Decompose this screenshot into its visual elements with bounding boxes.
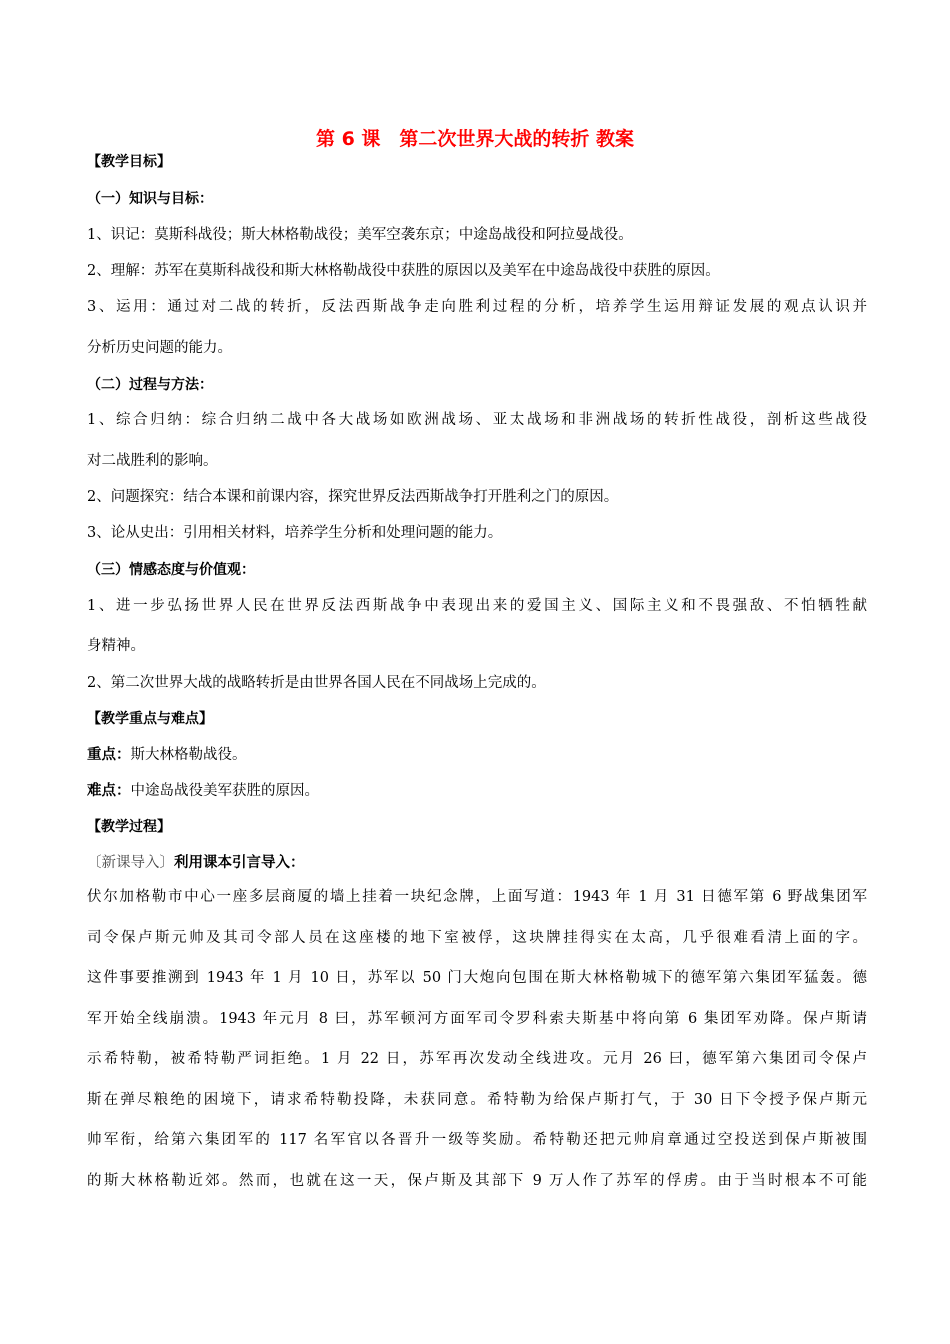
- teaching-goals-heading: 【教学目标】: [87, 154, 171, 170]
- process-item-1-line-1: 1、综合归纳：综合归纳二战中各大战场如欧洲战场、亚太战场和非洲战场的转折性战役，剖析这些战役: [87, 412, 867, 428]
- difficult-point-label: 难点：: [87, 783, 131, 799]
- knowledge-item-2: 2、理解：苏军在莫斯科战役和斯大林格勒战役中获胜的原因以及美军在中途岛战役中获胜的原因。: [87, 263, 720, 279]
- process-method-heading: （二）过程与方法：: [87, 377, 213, 393]
- knowledge-item-3-line-1: 3、运用：通过对二战的转折，反法西斯战争走向胜利过程的分析，培养学生运用辩证发展的观点认识并: [87, 299, 867, 315]
- story-line-8: 的斯大林格勒近郊。然而，也就在这一天，保卢斯及其部下 9 万人作了苏军的俘虏。由于当时根本不可能: [87, 1173, 867, 1189]
- key-difficulty-heading: 【教学重点与难点】: [87, 711, 213, 727]
- emotion-heading: （三）情感态度与价值观：: [87, 562, 255, 578]
- knowledge-item-1: 1、识记：莫斯科战役；斯大林格勒战役；美军空袭东京；中途岛战役和阿拉曼战役。: [87, 227, 633, 243]
- story-line-5: 示希特勒，被希特勒严词拒绝。1 月 22 日，苏军再次发动全线进攻。元月 26 曰，德军第六集团司令保卢: [87, 1051, 867, 1067]
- intro-method: 利用课本引言导入：: [174, 855, 305, 871]
- knowledge-heading: （一）知识与目标：: [87, 191, 213, 207]
- page-title: 第 6 课 第二次世界大战的转折 教案: [315, 128, 635, 150]
- story-line-7: 帅军衔，给第六集团军的 117 名军官以各晋升一级等奖励。希特勒还把元帅肩章通过空投送到保卢斯被围: [87, 1132, 867, 1148]
- story-line-1: 伏尔加格勒市中心一座多层商厦的墙上挂着一块纪念牌，上面写道：1943 年 1 月 31 日德军第 6 野战集团军: [87, 889, 867, 905]
- story-line-6: 斯在弹尽粮绝的困境下，请求希特勒投降，未获同意。希特勒为给保卢斯打气，于 30 日下令授予保卢斯元: [87, 1092, 867, 1108]
- story-line-3: 这件事要推溯到 1943 年 1 月 10 日，苏军以 50 门大炮向包围在斯大林格勒城下的德军第六集团军猛轰。德: [87, 970, 867, 986]
- story-line-2: 司令保卢斯元帅及其司令部人员在这座楼的地下室被俘，这块牌挂得实在太高，几乎很难看清上面的字。: [87, 930, 867, 946]
- process-item-1-line-2: 对二战胜利的影响。: [87, 453, 218, 469]
- emotion-item-1-line-1: 1、进一步弘扬世界人民在世界反法西斯战争中表现出来的爱国主义、国际主义和不畏强敌、不怕牺牲献: [87, 598, 867, 614]
- emotion-item-2: 2、第二次世界大战的战略转折是由世界各国人民在不同战场上完成的。: [87, 675, 546, 691]
- difficult-point: [87, 781, 867, 801]
- intro-line: [87, 853, 867, 873]
- teaching-process-heading: 【教学过程】: [87, 819, 171, 835]
- key-point-text: 斯大林格勒战役。: [130, 747, 247, 763]
- emotion-item-1-line-2: 身精神。: [87, 638, 145, 654]
- key-point: [87, 745, 867, 765]
- difficult-point-text: 中途岛战役美军获胜的原因。: [130, 783, 319, 799]
- process-item-2: 2、问题探究：结合本课和前课内容，探究世界反法西斯战争打开胜利之门的原因。: [87, 489, 619, 505]
- story-line-4: 军开始全线崩溃。1943 年元月 8 曰，苏军顿河方面军司令罗科索夫斯基中将向第 6 集团军劝降。保卢斯请: [87, 1011, 867, 1027]
- key-point-label: 重点：: [87, 747, 131, 763]
- intro-label: 〔新课导入〕: [87, 855, 174, 871]
- process-item-3: 3、论从史出：引用相关材料，培养学生分析和处理问题的能力。: [87, 525, 503, 541]
- knowledge-item-3-line-2: 分析历史问题的能力。: [87, 340, 232, 356]
